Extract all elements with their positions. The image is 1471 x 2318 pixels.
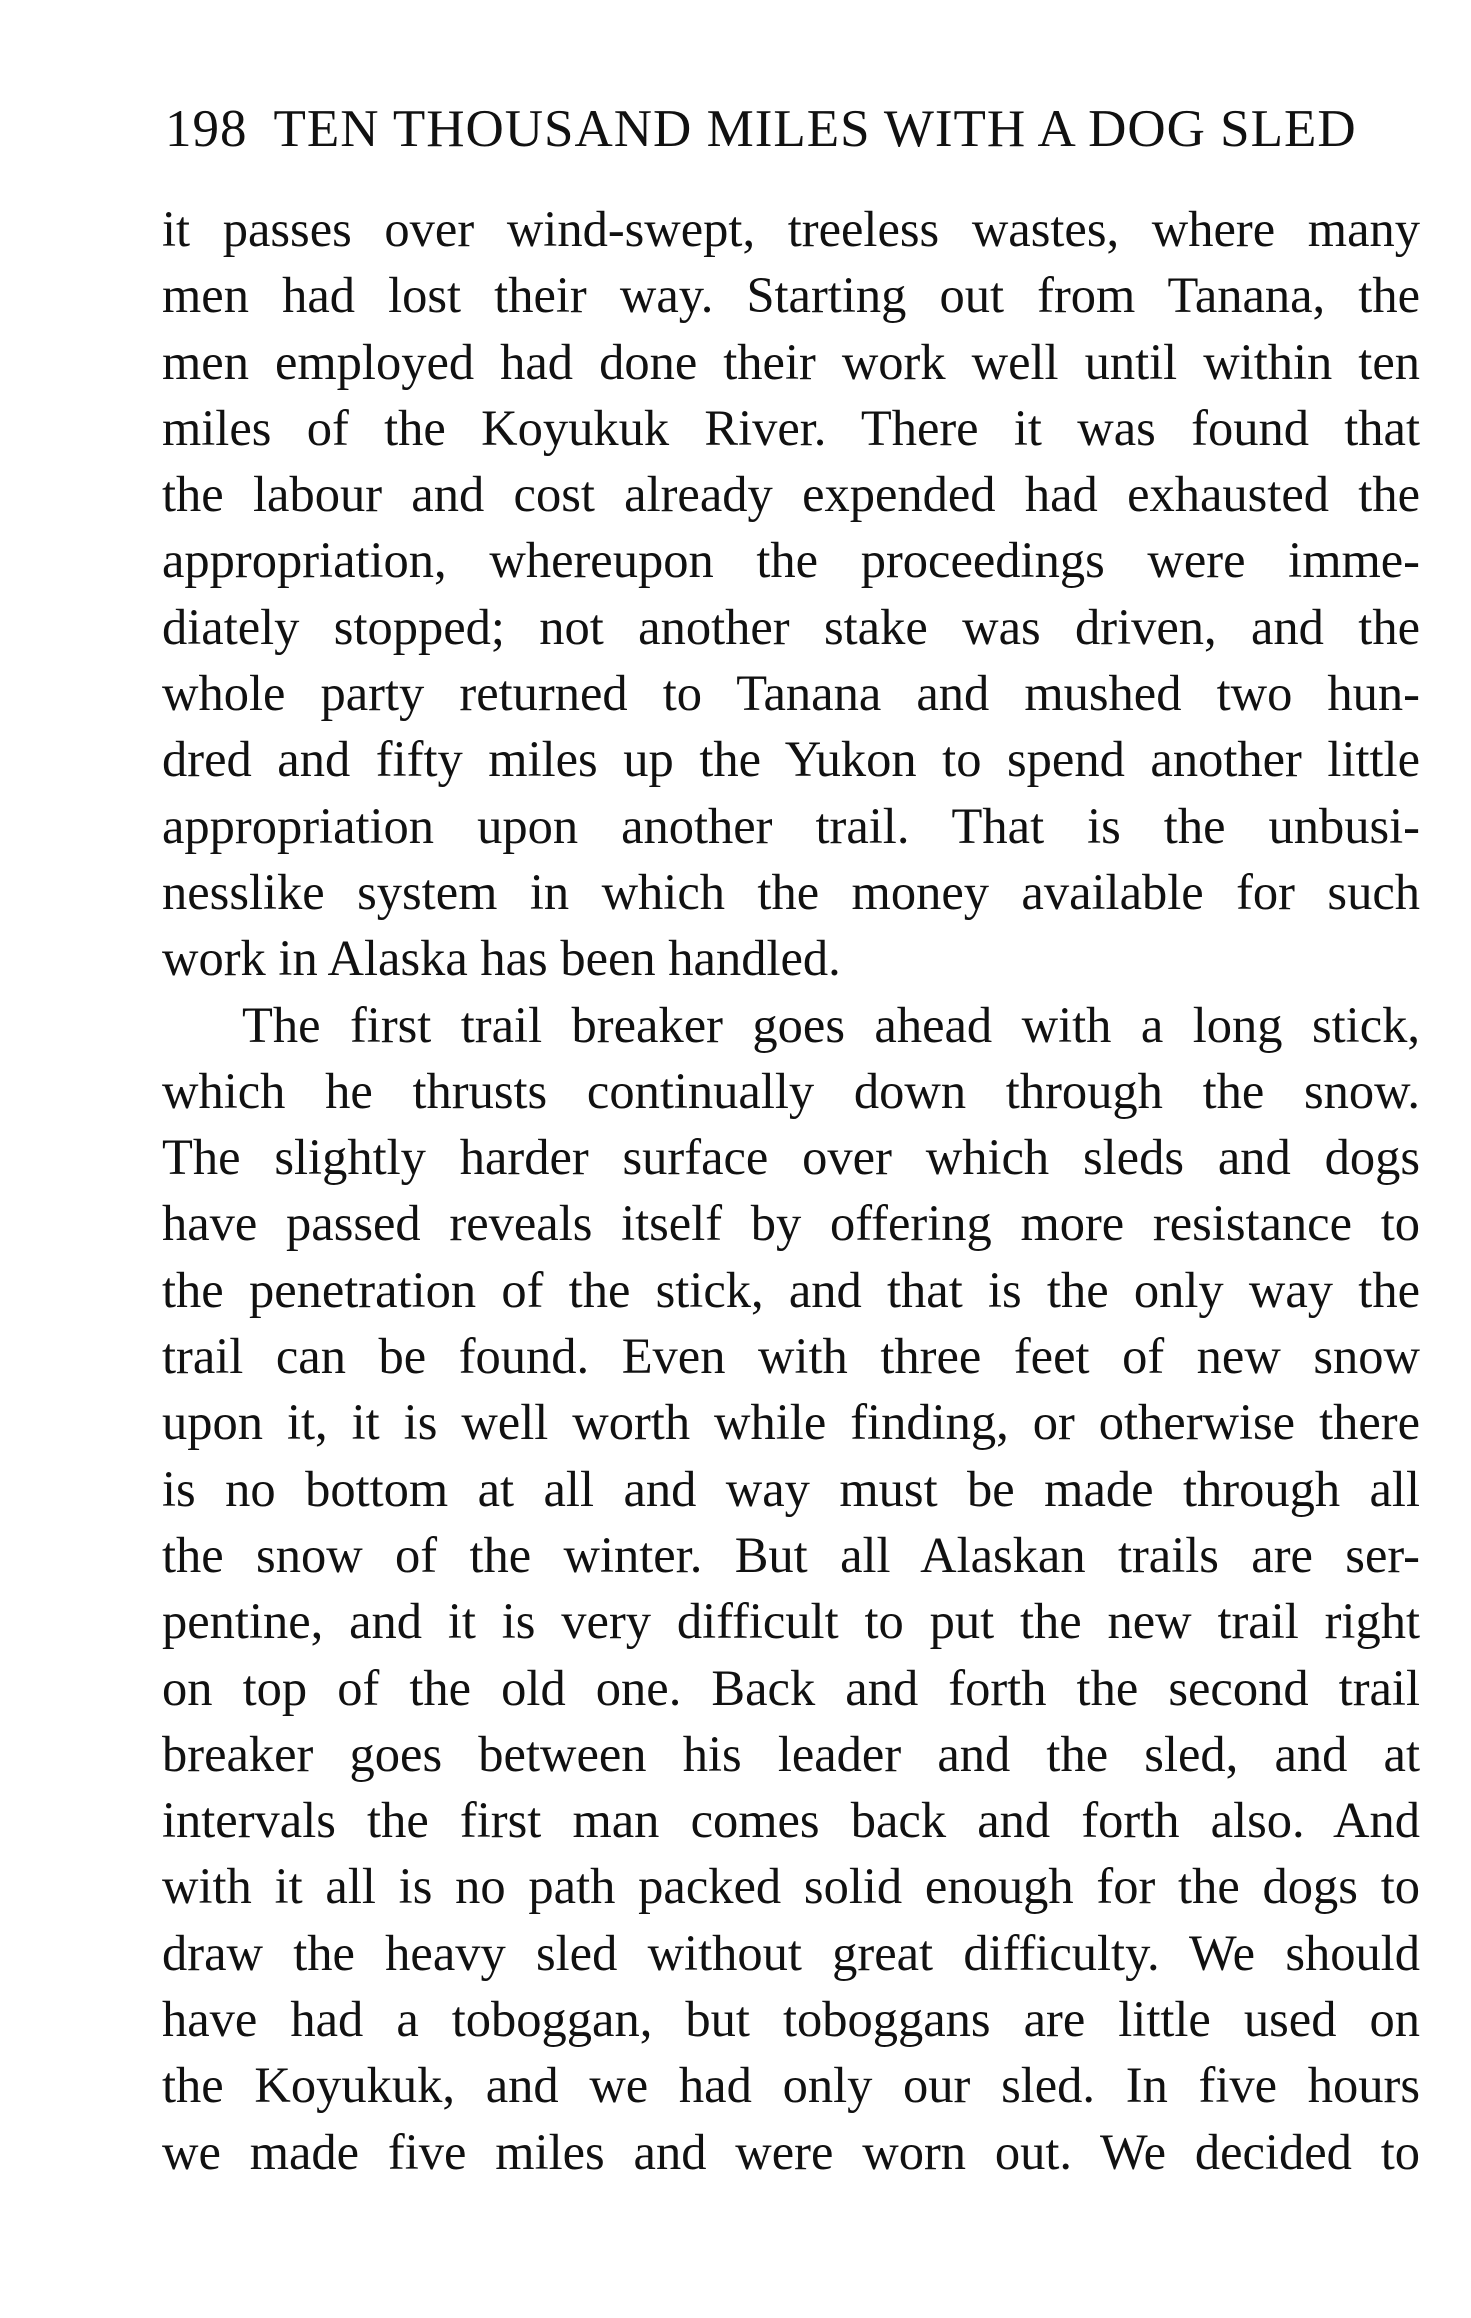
- text-line: whole party returned to Tanana and mushed two hun-: [162, 665, 1420, 722]
- text-line: which he thrusts continually down through the snow.: [162, 1062, 1420, 1119]
- text-line: nesslike system in which the money available for such: [162, 863, 1420, 920]
- text-line: the Koyukuk, and we had only our sled. In five hours: [162, 2057, 1420, 2114]
- running-head: [165, 96, 1415, 162]
- text-line: the penetration of the stick, and that is the only way the: [162, 1261, 1420, 1318]
- page-number: 198: [165, 100, 248, 158]
- text-line: miles of the Koyukuk River. There it was found that: [162, 399, 1420, 456]
- text-line: The slightly harder surface over which sleds and dogs: [162, 1129, 1420, 1186]
- text-line: appropriation, whereupon the proceedings were imme-: [162, 532, 1420, 589]
- text-line: we made five miles and were worn out. We decided to: [162, 2123, 1420, 2180]
- running-title: TEN THOUSAND MILES WITH A DOG SLED: [273, 100, 1357, 158]
- text-line: draw the heavy sled without great difficulty. We should: [162, 1924, 1420, 1981]
- paragraph-1: [162, 196, 1420, 992]
- text-line: diately stopped; not another stake was driven, and the: [162, 598, 1420, 655]
- paragraph-2: [162, 992, 1420, 2185]
- text-line: men employed had done their work well until within ten: [162, 333, 1420, 390]
- text-line: dred and fifty miles up the Yukon to spend another little: [162, 731, 1420, 788]
- text-line: with it all is no path packed solid enough for the dogs to: [162, 1858, 1420, 1915]
- text-line: the labour and cost already expended had exhausted the: [162, 466, 1420, 523]
- text-line: work in Alaska has been handled.: [162, 930, 841, 987]
- text-line: have passed reveals itself by offering more resistance to: [162, 1195, 1420, 1252]
- text-line: the snow of the winter. But all Alaskan trails are ser-: [162, 1526, 1420, 1583]
- text-line: The first trail breaker goes ahead with a long stick,: [242, 996, 1420, 1053]
- text-line: trail can be found. Even with three feet of new snow: [162, 1328, 1420, 1385]
- body-text: [162, 196, 1420, 2185]
- text-line: intervals the first man comes back and forth also. And: [162, 1792, 1420, 1849]
- text-line: upon it, it is well worth while finding, or otherwise there: [162, 1394, 1420, 1451]
- text-line: appropriation upon another trail. That is the unbusi-: [162, 797, 1420, 854]
- text-line: is no bottom at all and way must be made through all: [162, 1460, 1420, 1517]
- text-line: pentine, and it is very difficult to put the new trail right: [162, 1593, 1420, 1650]
- text-line: breaker goes between his leader and the sled, and at: [162, 1725, 1420, 1782]
- text-line: men had lost their way. Starting out from Tanana, the: [162, 267, 1420, 324]
- text-line: it passes over wind-swept, treeless wastes, where many: [162, 201, 1420, 257]
- text-line: have had a toboggan, but toboggans are little used on: [162, 1991, 1420, 2048]
- text-line: on top of the old one. Back and forth the second trail: [162, 1659, 1420, 1716]
